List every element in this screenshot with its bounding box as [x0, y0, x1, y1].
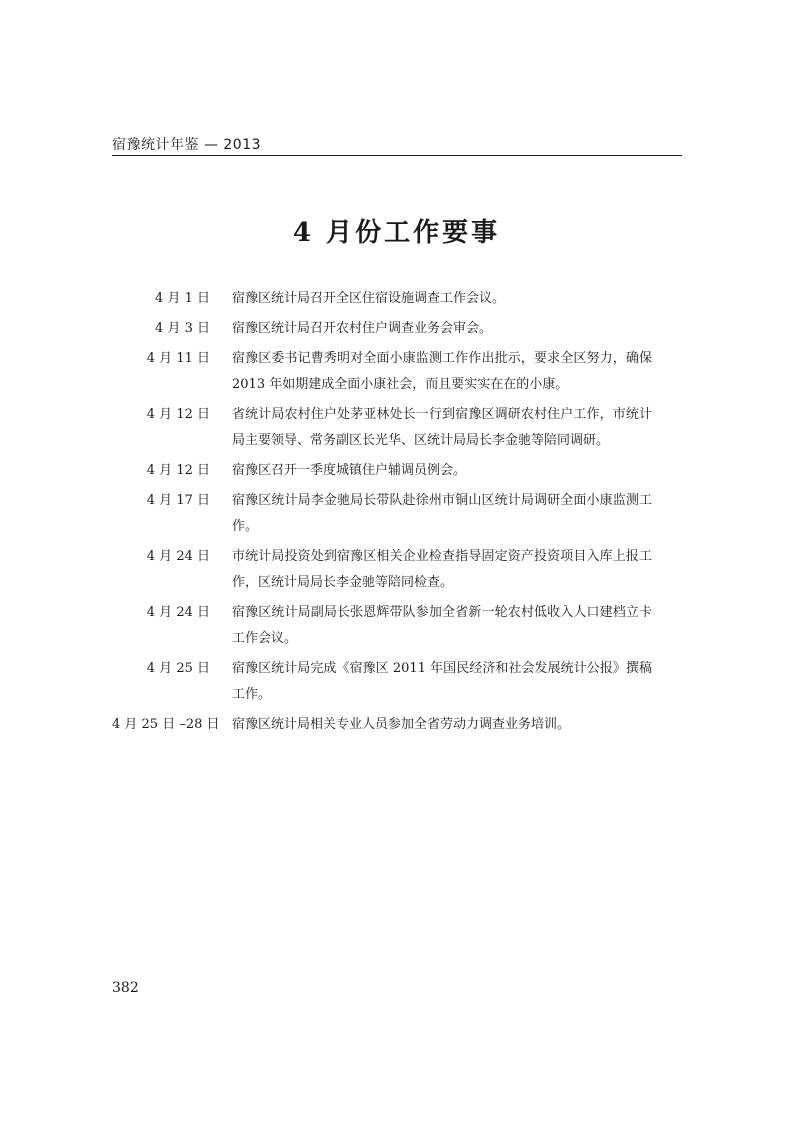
- event-date: 4 月 25 日 –28 日: [112, 717, 220, 732]
- event-date: 4 月 17 日: [146, 493, 210, 508]
- event-date: 4 月 25 日: [146, 661, 210, 676]
- header-rule: [112, 155, 682, 156]
- event-description: 宿豫区委书记曹秀明对全面小康监测工作作出批示，要求全区努力，确保 2013 年如期建成全面小康社会，而且要实实在在的小康。: [232, 351, 652, 392]
- event-description: 宿豫区召开一季度城镇住户辅调员例会。: [232, 463, 467, 478]
- event-description: 省统计局农村住户处茅亚林处长一行到宿豫区调研农村住户工作，市统计局主要领导、常务副区长光华、区统计局局长李金驰等陪同调研。: [232, 407, 652, 448]
- event-item: [112, 656, 652, 708]
- page-number: 382: [112, 980, 139, 996]
- event-item: [112, 712, 652, 738]
- events-list: [112, 286, 652, 742]
- page-title: 4 月份工作要事: [292, 218, 501, 248]
- event-item: [112, 458, 652, 484]
- event-date: 4 月 3 日: [155, 321, 210, 336]
- event-description: 宿豫区统计局召开农村住户调查业务会审会。: [232, 321, 493, 336]
- running-header: 宿豫统计年鉴 — 2013: [112, 137, 262, 153]
- event-date: 4 月 24 日: [146, 549, 210, 564]
- event-date: 4 月 11 日: [146, 351, 210, 366]
- event-date: 4 月 24 日: [146, 605, 210, 620]
- event-description: 宿豫区统计局副局长张恩辉带队参加全省新一轮农村低收入人口建档立卡工作会议。: [232, 605, 652, 646]
- event-item: [112, 286, 652, 312]
- event-item: [112, 488, 652, 540]
- event-description: 宿豫区统计局李金驰局长带队赴徐州市铜山区统计局调研全面小康监测工作。: [232, 493, 652, 534]
- event-date: 4 月 12 日: [146, 407, 210, 422]
- event-item: [112, 316, 652, 342]
- event-date: 4 月 1 日: [155, 291, 210, 306]
- event-item: [112, 402, 652, 454]
- event-description: 宿豫区统计局召开全区住宿设施调查工作会议。: [232, 291, 506, 306]
- event-date: 4 月 12 日: [146, 463, 210, 478]
- event-description: 宿豫区统计局完成《宿豫区 2011 年国民经济和社会发展统计公报》撰稿工作。: [232, 661, 652, 702]
- event-item: [112, 600, 652, 652]
- event-item: [112, 346, 652, 398]
- event-description: 市统计局投资处到宿豫区相关企业检查指导固定资产投资项目入库上报工作，区统计局局长李金驰等陪同检查。: [232, 549, 652, 590]
- event-item: [112, 544, 652, 596]
- event-description: 宿豫区统计局相关专业人员参加全省劳动力调查业务培训。: [232, 717, 571, 732]
